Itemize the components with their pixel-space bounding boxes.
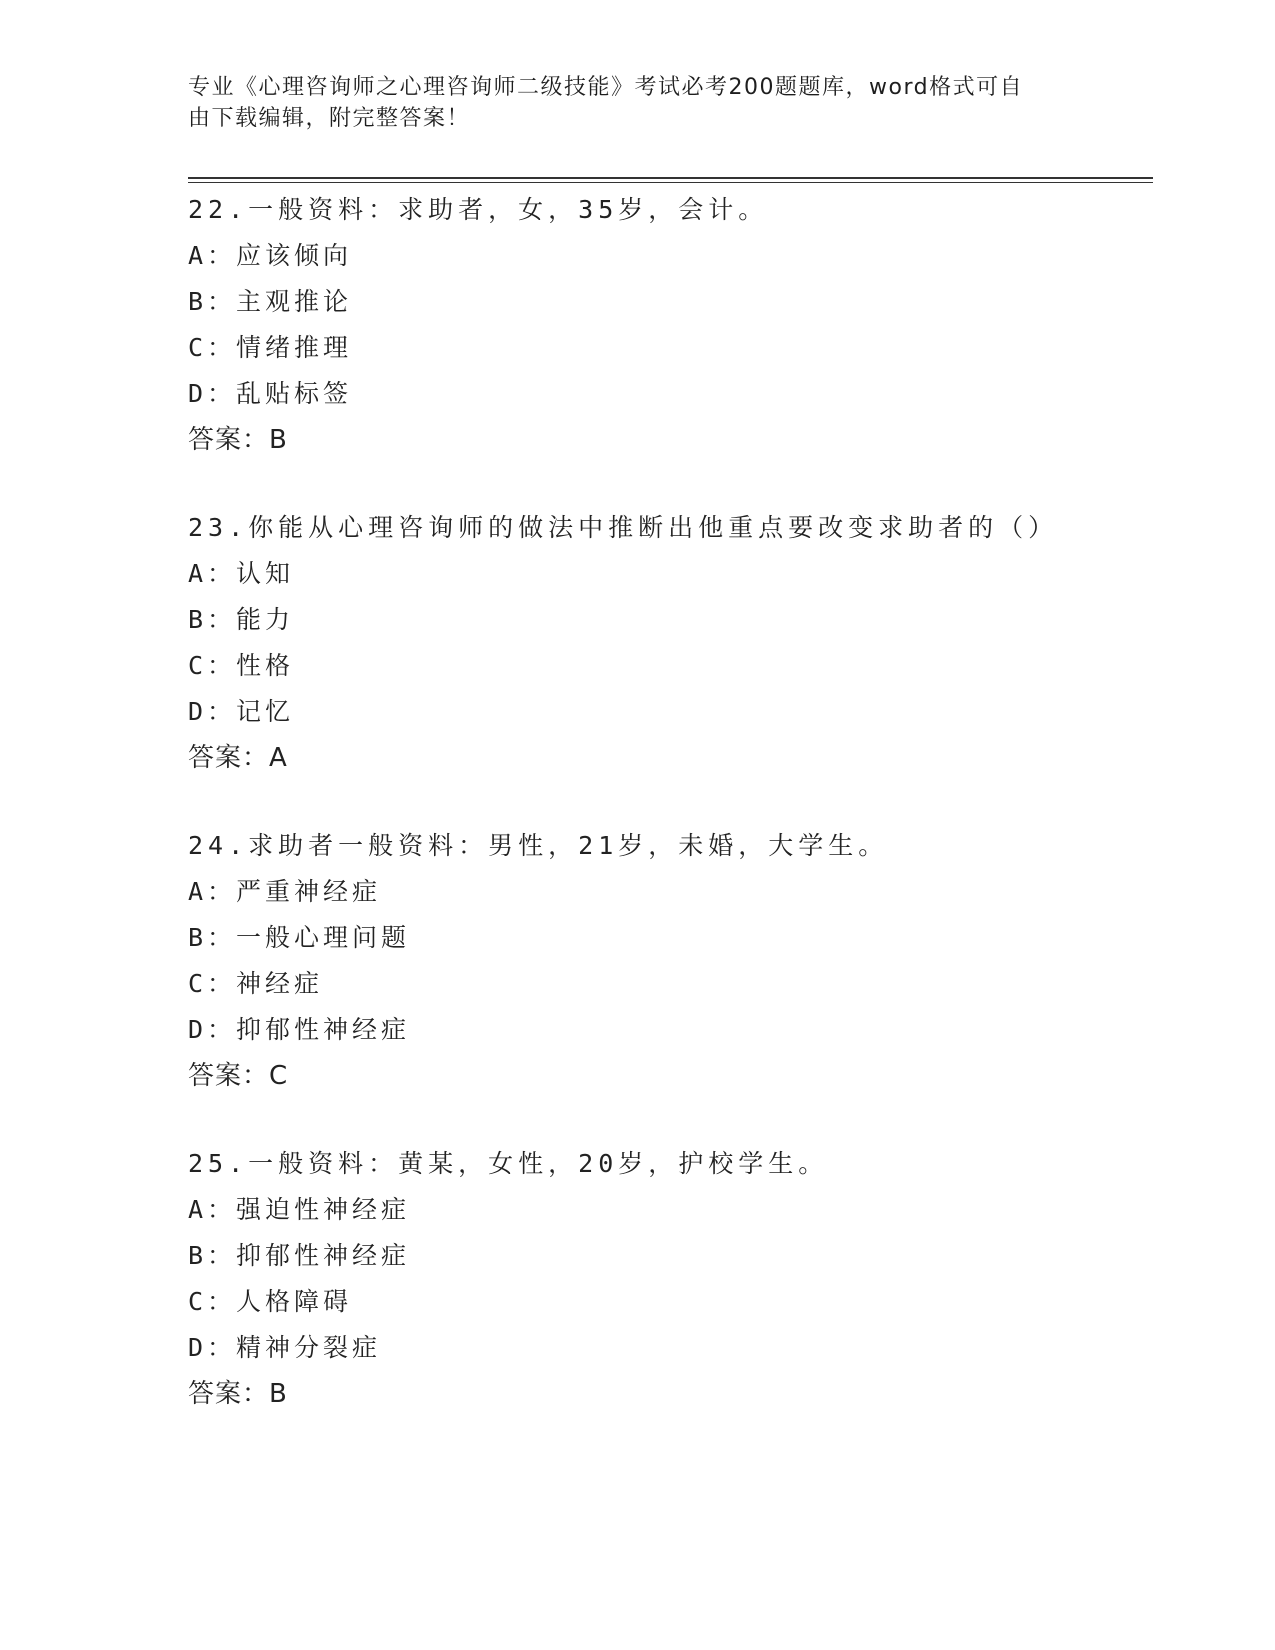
document-header (188, 72, 1068, 134)
answer-line: 答案：B (188, 1379, 288, 1409)
question-text: 23.你能从心理咨询师的做法中推断出他重点要改变求助者的（） (188, 513, 1059, 542)
option-a: A：强迫性神经症 (188, 1195, 411, 1224)
option-b: B：主观推论 (188, 287, 353, 316)
header-line-2: 由下载编辑，附完整答案！ (188, 106, 471, 131)
question-text: 22.一般资料：求助者，女，35岁，会计。 (188, 195, 769, 224)
option-b: B：一般心理问题 (188, 923, 411, 952)
question-block (188, 823, 1168, 1099)
option-a: A：认知 (188, 559, 295, 588)
question-block (188, 505, 1168, 781)
option-d: D：抑郁性神经症 (188, 1015, 411, 1044)
option-c: C：性格 (188, 651, 295, 680)
question-text: 24.求助者一般资料：男性，21岁，未婚，大学生。 (188, 831, 889, 860)
question-block (188, 187, 1168, 463)
answer-line: 答案：A (188, 743, 288, 773)
option-d: D：精神分裂症 (188, 1333, 382, 1362)
question-block (188, 1141, 1168, 1417)
answer-line: 答案：C (188, 1061, 289, 1091)
option-a: A：应该倾向 (188, 241, 353, 270)
option-c: C：神经症 (188, 969, 324, 998)
header-divider-thick (188, 177, 1153, 179)
header-line-1: 专业《心理咨询师之心理咨询师二级技能》考试必考200题题库，word格式可自 (188, 75, 1024, 100)
option-a: A：严重神经症 (188, 877, 382, 906)
option-d: D：乱贴标签 (188, 379, 353, 408)
option-b: B：抑郁性神经症 (188, 1241, 411, 1270)
header-divider-thin (188, 182, 1153, 183)
option-c: C：人格障碍 (188, 1287, 353, 1316)
question-text: 25.一般资料：黄某，女性，20岁，护校学生。 (188, 1149, 829, 1178)
option-b: B：能力 (188, 605, 295, 634)
answer-line: 答案：B (188, 425, 288, 455)
option-d: D：记忆 (188, 697, 295, 726)
option-c: C：情绪推理 (188, 333, 353, 362)
